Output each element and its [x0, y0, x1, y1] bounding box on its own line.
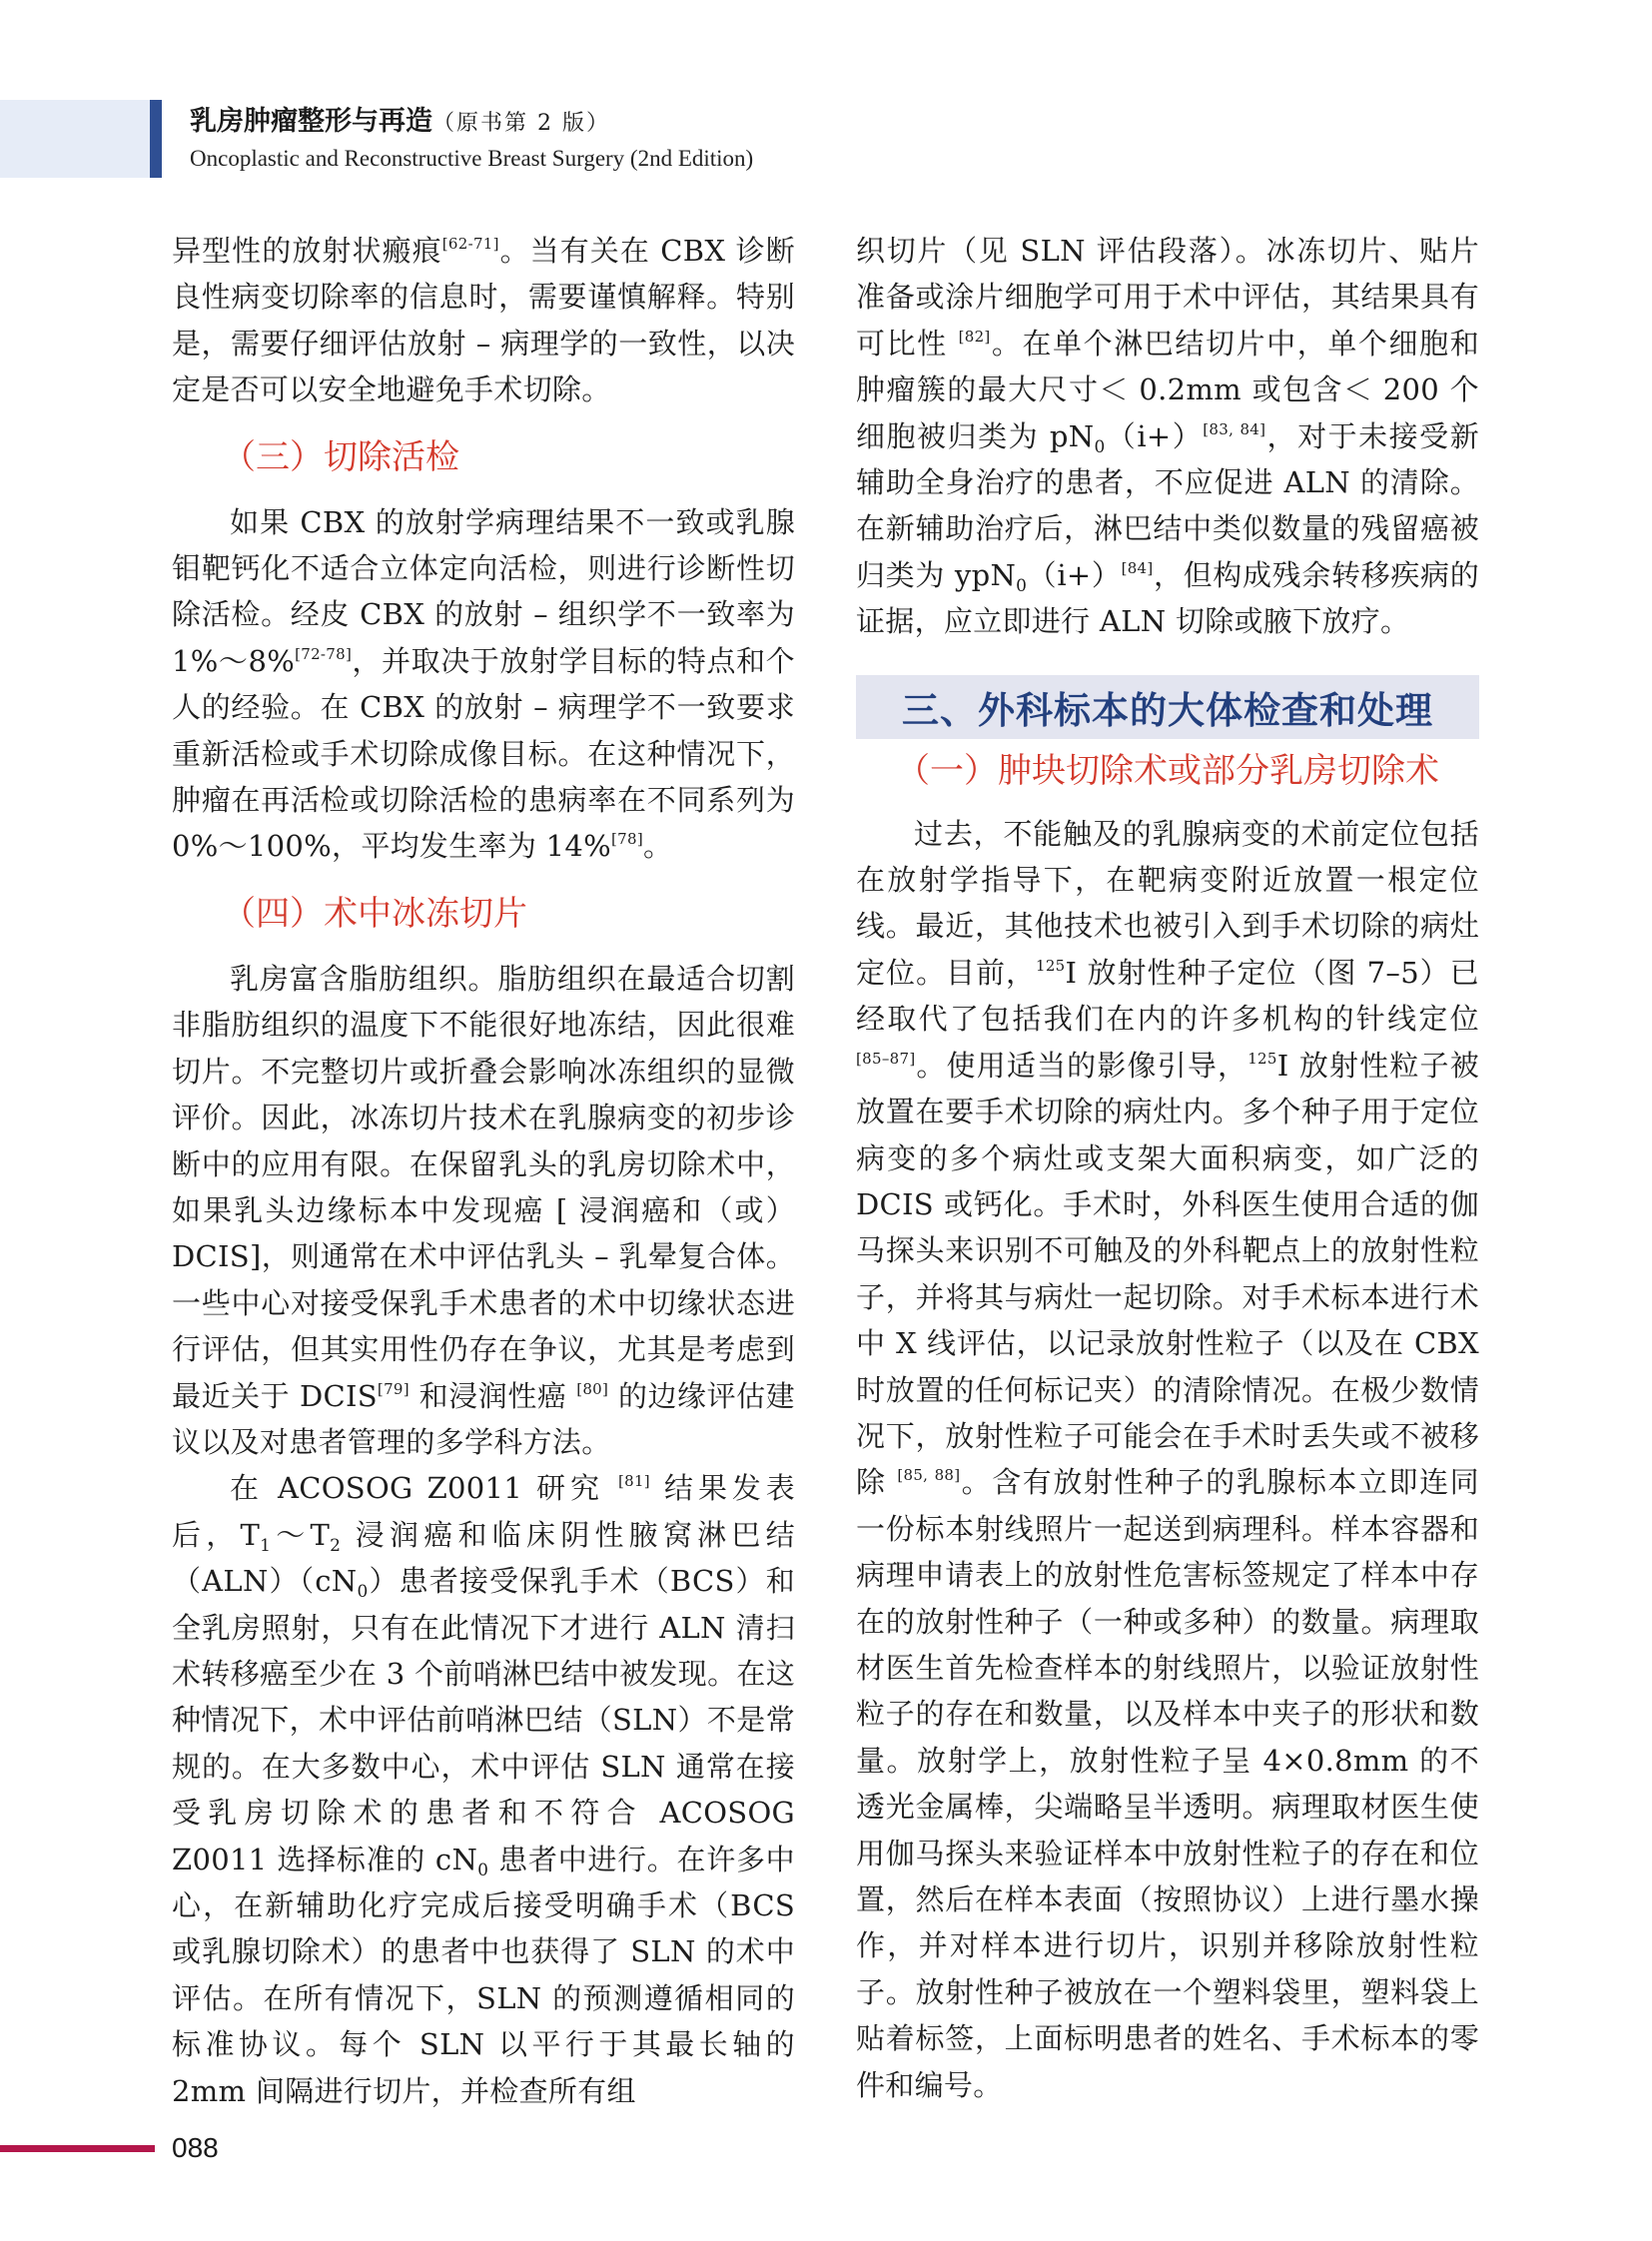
paragraph	[172, 499, 795, 870]
book-edition-cn: （原书第 2 版）	[432, 111, 610, 136]
citation: [85, 88]	[897, 1466, 961, 1485]
left-column	[172, 228, 795, 2114]
text: ，对于未接受新辅助全身治疗的患者，不应促进 ALN 的清除。在新辅助治疗后，淋巴结中类似数量的残留癌被归类为 ypN	[856, 418, 1479, 592]
heading-frozen-section: （四）术中冰冻切片	[222, 893, 527, 934]
text: ，并取决于放射学目标的特点和个人的经验。在 CBX 的放射 – 病理学不一致要求重新活检或手术切除成像目标。在这种情况下，肿瘤在再活检或切除活检的患病率在不同系列为 0%～100%，平均发生率为 14%	[172, 643, 795, 864]
text: 乳房富含脂肪组织。脂肪组织在最适合切割非脂肪组织的温度下不能很好地冻结，因此很难切片。不完整切片或折叠会影响冰冻组织的显微评价。因此，冰冻切片技术在乳腺病变的初步诊断中的应用有限。在保留乳头的乳房切除术中，如果乳头边缘标本中发现癌 [ 浸润癌和（或）DCIS]，则通常在术中评估乳头 – 乳晕复合体。一些中心对接受保乳手术患者的术中切缘状态进行评估，但其实用性仍存在争议，尤其是考虑到最近关于 DCIS	[172, 961, 795, 1413]
citation: [62-71]	[441, 235, 499, 253]
isotope-superscript: 125	[1035, 956, 1066, 975]
text: （i+）	[1027, 557, 1122, 592]
header-accent-bar	[150, 100, 162, 178]
text: （i+）	[1105, 418, 1204, 453]
citation: [82]	[958, 327, 991, 346]
text: 和浸润性癌	[409, 1378, 577, 1413]
citation: [79]	[377, 1379, 410, 1398]
citation: [78]	[611, 830, 643, 849]
subscript: 0	[477, 1860, 489, 1880]
heading-excision-biopsy: （三）切除活检	[222, 436, 459, 477]
right-column	[856, 228, 1479, 2108]
footer-accent-rule	[0, 2145, 155, 2152]
text: 在 ACOSOG Z0011 研究	[230, 1471, 618, 1506]
book-title-cn	[190, 106, 610, 140]
paragraph	[856, 228, 1479, 645]
text: ～T	[271, 1517, 331, 1552]
subscript: 0	[1094, 436, 1106, 457]
text: I 放射性种子定位（图 7–5）已经取代了包括我们在内的许多机构的针线定位	[856, 955, 1479, 1037]
citation: [85–87]	[856, 1049, 916, 1068]
subscript: 1	[260, 1535, 272, 1556]
text: 如果 CBX 的放射学病理结果不一致或乳腺钼靶钙化不适合立体定向活检，则进行诊断性切除活检。经皮 CBX 的放射 – 组织学不一致率为 1%～8%	[172, 504, 795, 678]
text: 浸润癌和临床阴性腋窝淋巴结（ALN）（cN	[172, 1517, 795, 1599]
subscript: 0	[357, 1582, 369, 1603]
subscript: 2	[330, 1535, 342, 1556]
citation: [80]	[576, 1379, 609, 1398]
section-heading-box	[856, 675, 1479, 739]
section-heading-gross-exam: 三、外科标本的大体检查和处理	[902, 688, 1433, 732]
page-number: 088	[172, 2132, 219, 2163]
text: 患者中进行。在许多中心，在新辅助化疗完成后接受明确手术（BCS 或乳腺切除术）的患者中也获得了 SLN 的术中评估。在所有情况下，SLN 的预测遵循相同的标准协议。每个 SLN 以平行于其最长轴的 2mm 间隔进行切片，并检查所有组	[172, 1842, 795, 2108]
text: 。含有放射性种子的乳腺标本立即连同一份标本射线照片一起送到病理科。样本容器和病理申请表上的放射性危害标签规定了样本中存在的放射性种子（一种或多种）的数量。病理取材医生首先检查样本的射线照片，以验证放射性粒子的存在和数量，以及样本中夹子的形状和数量。放射学上，放射性粒子呈 4×0.8mm 的不透光金属棒，尖端略呈半透明。病理取材医生使用伽马探头来验证样本中放射性粒子的存在和位置，然后在样本表面（按照协议）上进行墨水操作，并对样本进行切片，识别并移除放射性粒子。放射性种子被放在一个塑料袋里，塑料袋上贴着标签，上面标明患者的姓名、手术标本的零件和编号。	[856, 1465, 1479, 2102]
text: 。	[643, 829, 673, 864]
text: 。在单个淋巴结切片中，单个细胞和肿瘤簇的最大尺寸＜ 0.2mm 或包含＜ 200 个细胞被归类为 pN	[856, 326, 1479, 453]
header-band	[0, 100, 150, 178]
text: 。当有关在 CBX 诊断良性病变切除率的信息时，需要谨慎解释。特别是，需要仔细评估放射 – 病理学的一致性，以决定是否可以安全地避免手术切除。	[172, 234, 795, 407]
book-title-cn-text: 乳房肿瘤整形与再造	[190, 106, 432, 137]
text: 织切片（见 SLN 评估段落）。冰冻切片、贴片准备或涂片细胞学可用于术中评估，其结果具有可比性	[856, 234, 1479, 361]
heading-lumpectomy: （一）肿块切除术或部分乳房切除术	[896, 750, 1439, 791]
citation: [84]	[1121, 558, 1154, 577]
paragraph	[172, 228, 795, 413]
text: I 放射性粒子被放置在要手术切除的病灶内。多个种子用于定位病变的多个病灶或支架大面积病变，如广泛的 DCIS 或钙化。手术时，外科医生使用合适的伽马探头来识别不可触及的外科靶点上的放射性粒子，并将其与病灶一起切除。对手术标本进行术中 X 线评估，以记录放射性粒子（以及在 CBX 时放置的任何标记夹）的清除情况。在极少数情况下，放射性粒子可能会在手术时丢失或不被移除	[856, 1048, 1479, 1500]
book-title-en: Oncoplastic and Reconstructive Breast Surgery (2nd Edition)	[190, 146, 754, 171]
text: 结果发表后，T	[172, 1471, 795, 1552]
text: 异型性的放射状瘢痕	[172, 234, 442, 268]
paragraph	[856, 811, 1479, 2108]
text: 。使用适当的影像引导，	[915, 1048, 1248, 1083]
text: ）患者接受保乳手术（BCS）和全乳房照射，只有在此情况下才进行 ALN 清扫术转移癌至少在 3 个前哨淋巴结中被发现。在这种情况下，术中评估前哨淋巴结（SLN）不是常规的。在大多数中心，术中评估 SLN 通常在接受乳房切除术的患者和不符合 ACOSOG Z0011 选择标准的 cN	[172, 1564, 796, 1876]
citation: [81]	[617, 1472, 650, 1491]
text: ，但构成残余转移疾病的证据，应立即进行 ALN 切除或腋下放疗。	[856, 557, 1479, 639]
text: 的边缘评估建议以及对患者管理的多学科方法。	[172, 1378, 795, 1459]
citation: [72-78]	[295, 644, 353, 663]
subscript: 0	[1016, 575, 1028, 596]
paragraph	[172, 1465, 795, 2114]
isotope-superscript: 125	[1247, 1049, 1277, 1068]
text: 过去，不能触及的乳腺病变的术前定位包括在放射学指导下，在靶病变附近放置一根定位线。最近，其他技术也被引入到手术切除的病灶定位。目前，	[856, 816, 1479, 990]
paragraph	[172, 956, 795, 1465]
citation: [83, 84]	[1203, 419, 1266, 438]
